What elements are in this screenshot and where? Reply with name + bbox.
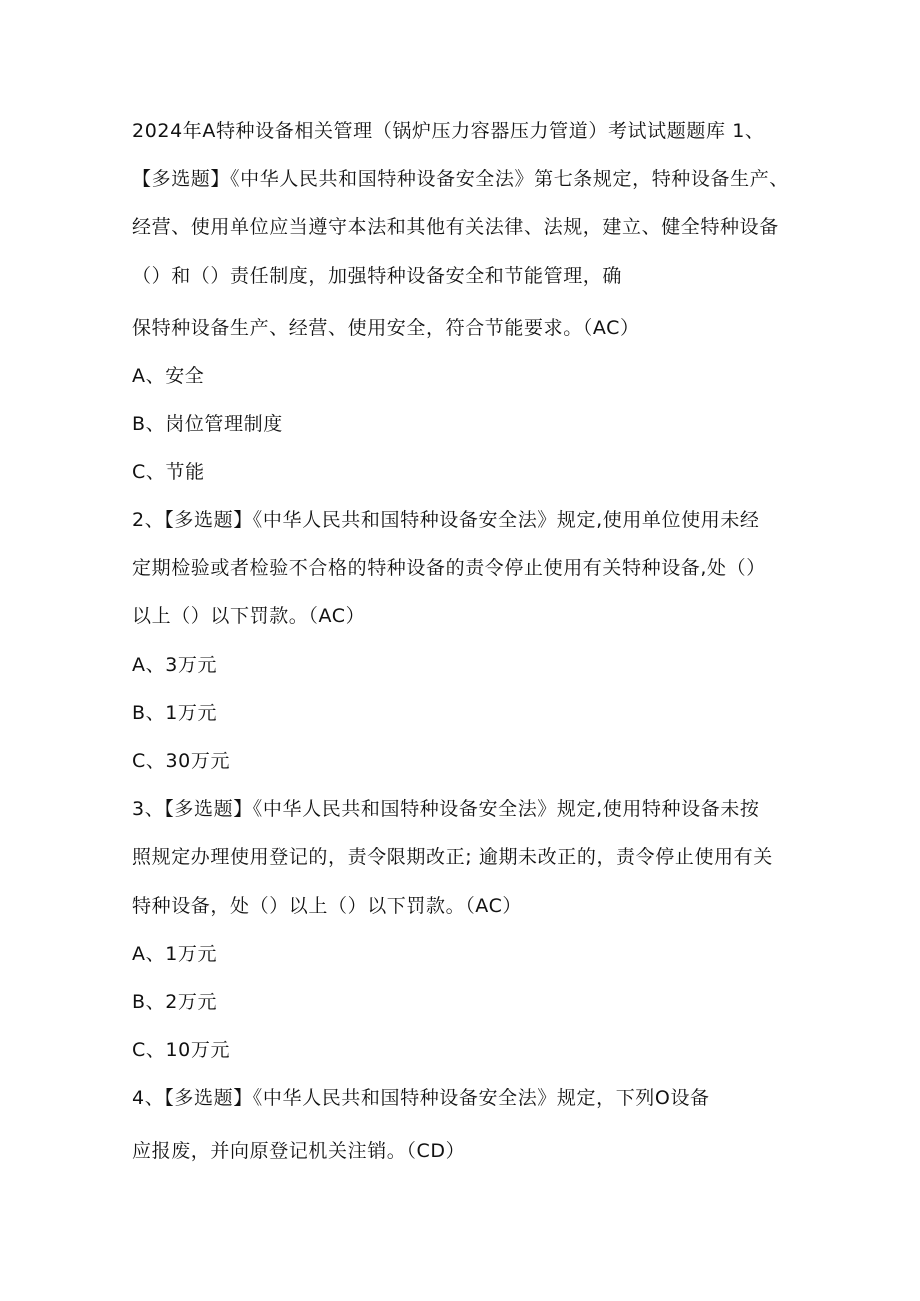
- q2-option-c: C、30万元: [132, 750, 231, 772]
- q1-option-c: C、节能: [132, 461, 205, 483]
- q1-option-b: B、岗位管理制度: [132, 413, 283, 435]
- q2-option-b: B、1万元: [132, 702, 218, 724]
- q2-option-a: A、3万元: [132, 654, 218, 676]
- q2-stem-line-1: 2、【多选题】《中华人民共和国特种设备安全法》规定,使用单位使用未经: [132, 509, 760, 531]
- q3-stem-line-2: 照规定办理使用登记的，责令限期改正; 逾期未改正的，责令停止使用有关: [132, 846, 773, 868]
- q1-stem-line-2: 经营、使用单位应当遵守本法和其他有关法律、法规，建立、健全特种设备: [132, 216, 779, 238]
- q3-stem-line-1: 3、【多选题】《中华人民共和国特种设备安全法》规定,使用特种设备未按: [132, 798, 760, 820]
- q2-stem-line-2: 定期检验或者检验不合格的特种设备的责令停止使用有关特种设备,处（）: [132, 557, 766, 579]
- q3-option-a: A、1万元: [132, 943, 218, 965]
- q1-stem-line-4: 保特种设备生产、经营、使用安全，符合节能要求。（AC）: [132, 317, 640, 339]
- q1-option-a: A、安全: [132, 365, 205, 387]
- q4-stem-line-1: 4、【多选题】《中华人民共和国特种设备安全法》规定，下列O设备: [132, 1087, 710, 1109]
- document-heading: 2024年A特种设备相关管理（锅炉压力容器压力管道）考试试题题库 1、: [132, 120, 765, 142]
- q3-option-b: B、2万元: [132, 991, 218, 1013]
- q1-stem-line-1: 【多选题】《中华人民共和国特种设备安全法》第七条规定，特种设备生产、: [132, 168, 789, 190]
- q1-stem-line-3: （）和（）责任制度，加强特种设备安全和节能管理，确: [132, 265, 623, 287]
- q2-stem-line-3: 以上（）以下罚款。（AC）: [132, 605, 366, 627]
- q3-stem-line-3: 特种设备，处（）以上（）以下罚款。（AC）: [132, 895, 523, 917]
- q3-option-c: C、10万元: [132, 1039, 231, 1061]
- q4-stem-line-2: 应报废，并向原登记机关注销。（CD）: [132, 1140, 466, 1162]
